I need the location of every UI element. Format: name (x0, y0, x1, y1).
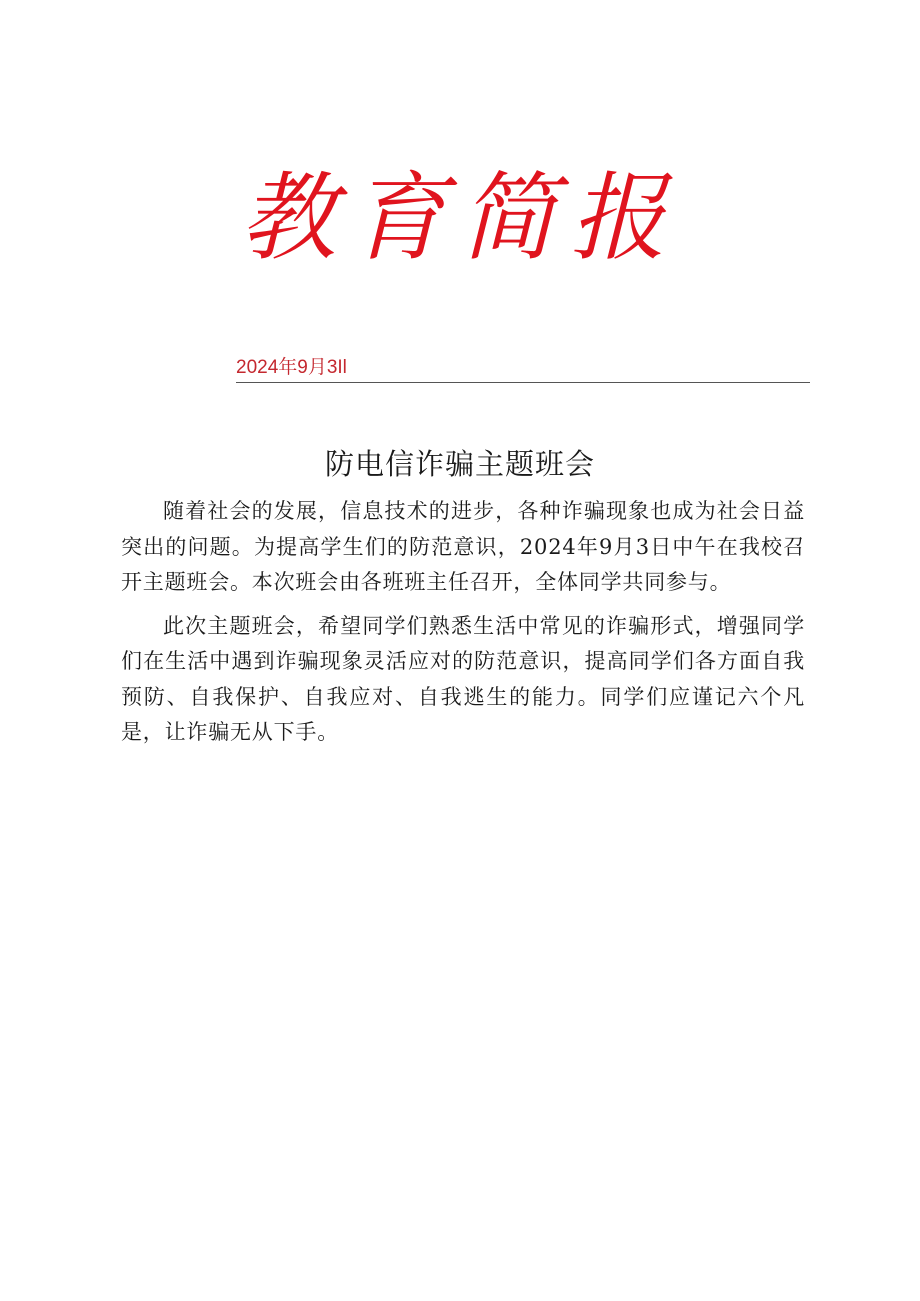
article-paragraph-1: 随着社会的发展，信息技术的进步，各种诈骗现象也成为社会日益突出的问题。为提高学生们的防范意识，2024年9月3日中午在我校召开主题班会。本次班会由各班班主任召开，全体同学共同参与。 (121, 499, 805, 594)
article-title: 防电信诈骗主题班会 (324, 447, 595, 481)
article-paragraph-2: 此次主题班会，希望同学们熟悉生活中常见的诈骗形式，增强同学们在生活中遇到诈骗现象灵活应对的防范意识，提高同学们各方面自我预防、自我保护、自我应对、自我逃生的能力。同学们应谨记六个凡是，让诈骗无从下手。 (121, 613, 805, 744)
newsletter-masthead: 教育简报 (240, 162, 680, 274)
article-body (121, 494, 805, 759)
issue-date: 2024年9月3Il (236, 357, 347, 378)
dateline-rule (236, 356, 810, 383)
